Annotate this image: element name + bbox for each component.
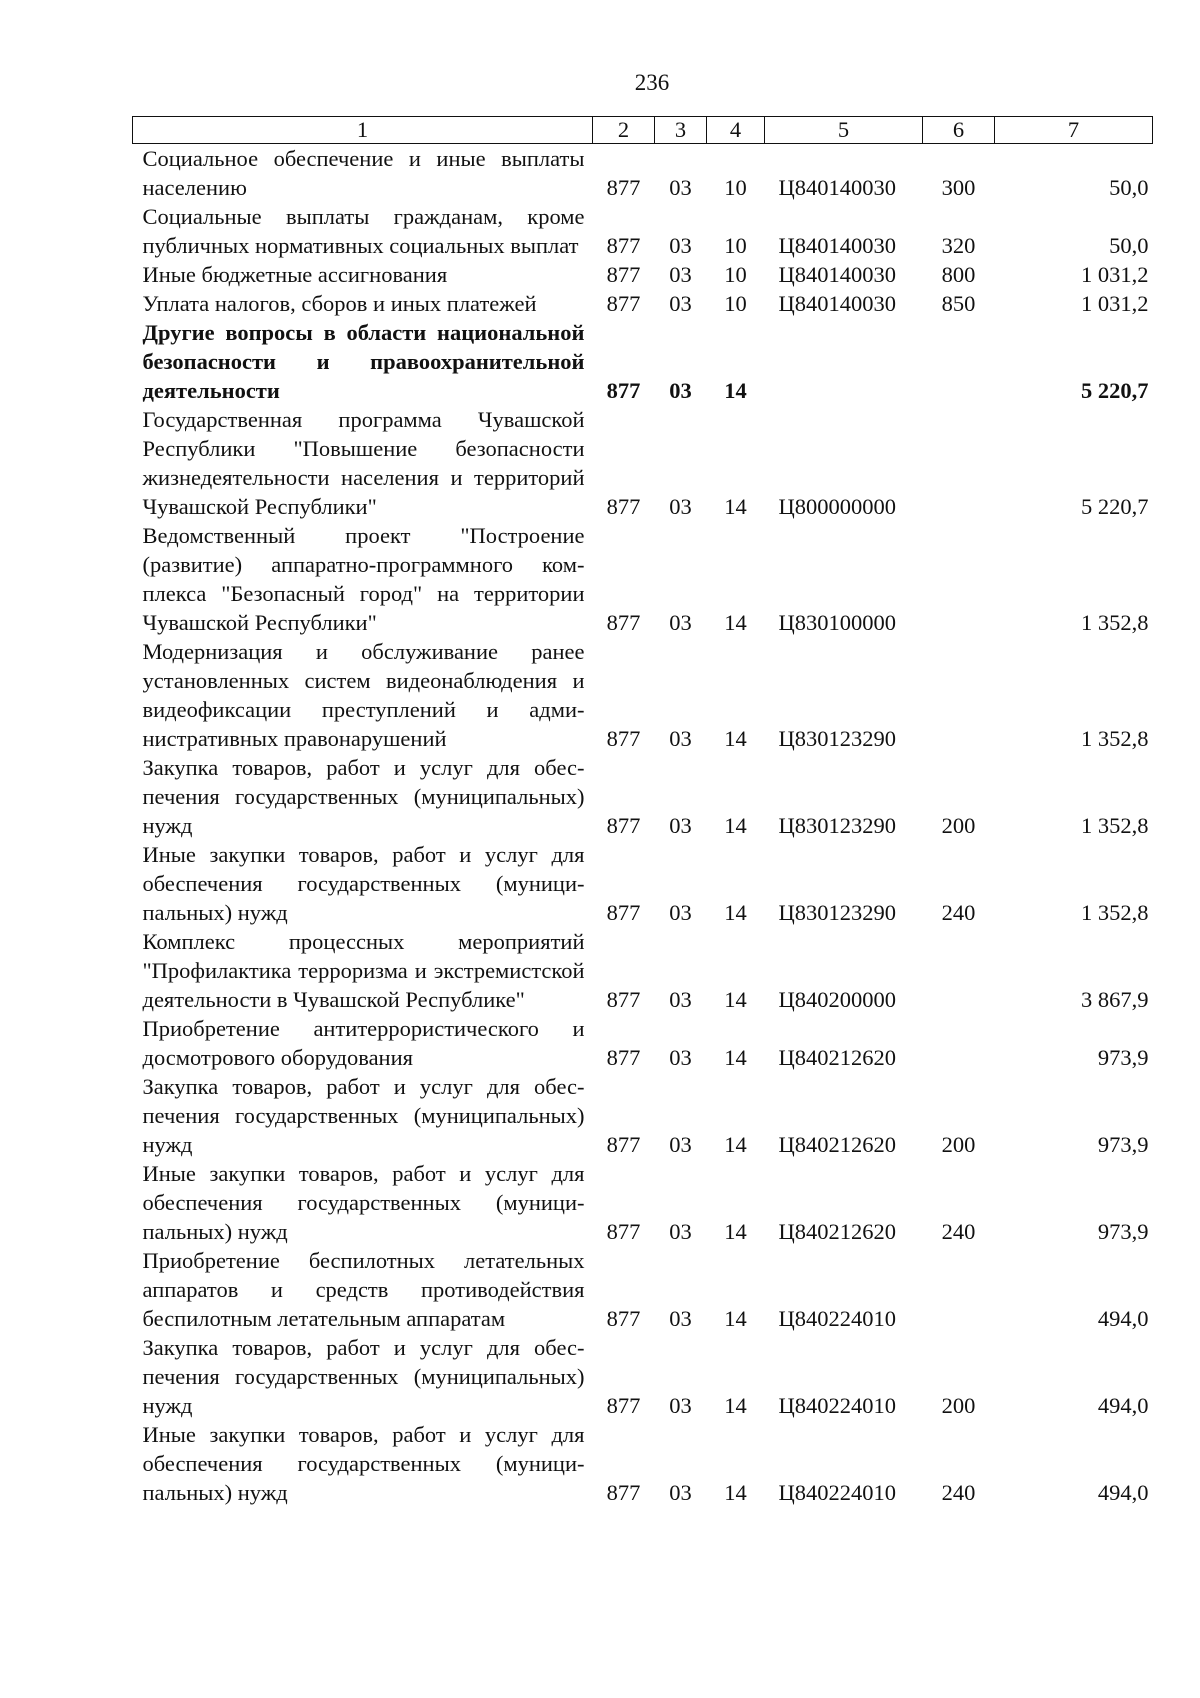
subsection-cell: 10 <box>724 233 747 258</box>
admin-code-cell: 877 <box>606 494 641 519</box>
expense-type-cell: 200 <box>941 1393 976 1418</box>
expense-type-cell <box>923 405 995 521</box>
header-row <box>133 117 1153 144</box>
target-article-cell: Ц840140030 <box>778 291 896 316</box>
expense-type-cell: 320 <box>941 233 976 258</box>
table-row <box>133 840 1153 927</box>
table-row <box>133 753 1153 840</box>
table-row <box>133 289 1153 318</box>
expense-type-cell: 200 <box>941 1132 976 1157</box>
amount-cell: 973,9 <box>1097 1132 1149 1157</box>
subsection-cell: 10 <box>724 262 747 287</box>
row-name-cell: Иные закупки товаров, работ и услуг для обеспечения государственных (муниципальных) нужд <box>142 842 585 925</box>
section-cell: 03 <box>669 291 692 316</box>
subsection-cell: 14 <box>724 726 747 751</box>
section-cell: 03 <box>669 813 692 838</box>
admin-code-cell: 877 <box>606 1306 641 1331</box>
subsection-cell: 14 <box>724 378 747 403</box>
subsection-cell: 14 <box>724 610 747 635</box>
section-cell: 03 <box>669 1045 692 1070</box>
target-article-cell <box>765 318 923 405</box>
row-name-cell: Иные закупки товаров, работ и услуг для обеспечения государственных (муниципальных) нужд <box>142 1422 585 1505</box>
target-article-cell: Ц830123290 <box>778 900 896 925</box>
target-article-cell: Ц840200000 <box>778 987 896 1012</box>
target-article-cell: Ц840212620 <box>778 1132 896 1157</box>
amount-cell: 1 031,2 <box>1081 262 1149 287</box>
subsection-cell: 10 <box>724 175 747 200</box>
section-cell: 03 <box>669 1480 692 1505</box>
admin-code-cell: 877 <box>606 900 641 925</box>
row-name-cell: Социальное обеспечение и иные выплаты населению <box>142 146 585 200</box>
section-cell: 03 <box>669 610 692 635</box>
subsection-cell: 14 <box>724 813 747 838</box>
amount-cell: 494,0 <box>1097 1393 1149 1418</box>
expense-type-cell <box>923 637 995 753</box>
target-article-cell: Ц830123290 <box>778 726 896 751</box>
header-col-3: 3 <box>655 117 707 144</box>
admin-code-cell: 877 <box>606 987 641 1012</box>
subsection-cell: 14 <box>724 1480 747 1505</box>
amount-cell: 1 031,2 <box>1081 291 1149 316</box>
admin-code-cell: 877 <box>606 1393 641 1418</box>
section-cell: 03 <box>669 1132 692 1157</box>
row-name-cell: Приобретение антитеррористического и досмотрового оборудования <box>142 1016 585 1070</box>
admin-code-cell: 877 <box>606 378 641 403</box>
admin-code-cell: 877 <box>606 726 641 751</box>
amount-cell: 5 220,7 <box>1081 494 1149 519</box>
row-name-cell: Иные бюджетные ассигнования <box>142 262 448 287</box>
admin-code-cell: 877 <box>606 610 641 635</box>
expense-type-cell: 240 <box>941 1480 976 1505</box>
row-name-cell: Модернизация и обслуживание ранее установленных систем видеонаблюдения и видеофиксации преступлений и административных правонарушений <box>142 639 585 751</box>
admin-code-cell: 877 <box>606 233 641 258</box>
row-name-cell: Социальные выплаты гражданам, кроме публичных нормативных социальных выплат <box>142 204 585 258</box>
header-col-4: 4 <box>707 117 765 144</box>
table-row <box>133 144 1153 203</box>
amount-cell: 5 220,7 <box>1081 378 1149 403</box>
row-name-cell: Другие вопросы в области национальной безопасности и правоохранительной деятельности <box>142 320 585 403</box>
expense-type-cell <box>923 521 995 637</box>
section-cell: 03 <box>669 1393 692 1418</box>
header-col-1: 1 <box>133 117 593 144</box>
amount-cell: 494,0 <box>1097 1306 1149 1331</box>
table-row <box>133 927 1153 1014</box>
subsection-cell: 14 <box>724 1393 747 1418</box>
section-cell: 03 <box>669 987 692 1012</box>
subsection-cell: 14 <box>724 1306 747 1331</box>
section-cell: 03 <box>669 900 692 925</box>
table-row <box>133 1333 1153 1420</box>
target-article-cell: Ц840224010 <box>778 1393 896 1418</box>
admin-code-cell: 877 <box>606 175 641 200</box>
target-article-cell: Ц830123290 <box>778 813 896 838</box>
section-cell: 03 <box>669 175 692 200</box>
table-row <box>133 1014 1153 1072</box>
target-article-cell: Ц840224010 <box>778 1480 896 1505</box>
section-cell: 03 <box>669 233 692 258</box>
header-col-6: 6 <box>923 117 995 144</box>
table-row <box>133 1246 1153 1333</box>
target-article-cell: Ц840140030 <box>778 262 896 287</box>
row-name-cell: Уплата налогов, сборов и иных платежей <box>142 291 537 316</box>
header-col-5: 5 <box>765 117 923 144</box>
target-article-cell: Ц840140030 <box>778 233 896 258</box>
table-row <box>133 521 1153 637</box>
row-name-cell: Приобретение беспилотных летательных аппаратов и средств противодействия беспилотным летательным аппаратам <box>142 1248 585 1331</box>
row-name-cell: Иные закупки товаров, работ и услуг для обеспечения государственных (муниципальных) нужд <box>142 1161 585 1244</box>
admin-code-cell: 877 <box>606 1219 641 1244</box>
expense-type-cell <box>923 318 995 405</box>
amount-cell: 50,0 <box>1109 233 1149 258</box>
admin-code-cell: 877 <box>606 291 641 316</box>
subsection-cell: 14 <box>724 1219 747 1244</box>
admin-code-cell: 877 <box>606 813 641 838</box>
row-name-cell: Государственная программа Чувашской Республики "Повышение безопасности жизнедеятельности населения и территорий Чувашской Республики" <box>142 407 585 519</box>
amount-cell: 494,0 <box>1097 1480 1149 1505</box>
admin-code-cell: 877 <box>606 1480 641 1505</box>
section-cell: 03 <box>669 494 692 519</box>
expense-type-cell: 850 <box>941 291 976 316</box>
row-name-cell: Закупка товаров, работ и услуг для обеспечения государственных (муниципальных) нужд <box>142 1335 585 1418</box>
subsection-cell: 14 <box>724 1132 747 1157</box>
amount-cell: 1 352,8 <box>1081 900 1149 925</box>
expense-type-cell <box>923 1246 995 1333</box>
row-name-cell: Закупка товаров, работ и услуг для обеспечения государственных (муниципальных) нужд <box>142 755 585 838</box>
amount-cell: 1 352,8 <box>1081 813 1149 838</box>
table-row <box>133 1072 1153 1159</box>
expense-type-cell <box>923 1014 995 1072</box>
target-article-cell: Ц840224010 <box>778 1306 896 1331</box>
target-article-cell: Ц800000000 <box>778 494 896 519</box>
target-article-cell: Ц840140030 <box>778 175 896 200</box>
page-number: 236 <box>634 70 670 95</box>
target-article-cell: Ц840212620 <box>778 1219 896 1244</box>
amount-cell: 50,0 <box>1109 175 1149 200</box>
admin-code-cell: 877 <box>606 1132 641 1157</box>
expense-type-cell: 200 <box>941 813 976 838</box>
header-col-2: 2 <box>593 117 655 144</box>
expense-type-cell: 240 <box>941 1219 976 1244</box>
target-article-cell: Ц830100000 <box>778 610 896 635</box>
section-cell: 03 <box>669 1219 692 1244</box>
amount-cell: 1 352,8 <box>1081 610 1149 635</box>
amount-cell: 973,9 <box>1097 1219 1149 1244</box>
section-cell: 03 <box>669 1306 692 1331</box>
row-name-cell: Ведомственный проект "Построение (развитие) аппаратно-программного комплекса "Безопасный город" на территории Чувашской Республики" <box>142 523 585 635</box>
subsection-cell: 14 <box>724 987 747 1012</box>
subsection-cell: 14 <box>724 1045 747 1070</box>
amount-cell: 1 352,8 <box>1081 726 1149 751</box>
subsection-cell: 14 <box>724 494 747 519</box>
table-row <box>133 202 1153 260</box>
table-row <box>133 1420 1153 1507</box>
expense-type-cell: 240 <box>941 900 976 925</box>
row-name-cell: Комплекс процессных мероприятий "Профилактика терроризма и экстремистской деятельности в Чувашской Республике" <box>142 929 585 1012</box>
expense-type-cell: 800 <box>941 262 976 287</box>
target-article-cell: Ц840212620 <box>778 1045 896 1070</box>
amount-cell: 973,9 <box>1097 1045 1149 1070</box>
table-row <box>133 1159 1153 1246</box>
section-cell: 03 <box>669 262 692 287</box>
header-col-7: 7 <box>995 117 1153 144</box>
expense-type-cell <box>923 927 995 1014</box>
section-cell: 03 <box>669 378 692 403</box>
expense-type-cell: 300 <box>941 175 976 200</box>
budget-table <box>132 116 1153 1507</box>
subsection-cell: 10 <box>724 291 747 316</box>
section-cell: 03 <box>669 726 692 751</box>
table-row <box>133 318 1153 405</box>
amount-cell: 3 867,9 <box>1081 987 1149 1012</box>
table-row <box>133 260 1153 289</box>
subsection-cell: 14 <box>724 900 747 925</box>
admin-code-cell: 877 <box>606 262 641 287</box>
row-name-cell: Закупка товаров, работ и услуг для обеспечения государственных (муниципальных) нужд <box>142 1074 585 1157</box>
table-row <box>133 405 1153 521</box>
table-row <box>133 637 1153 753</box>
admin-code-cell: 877 <box>606 1045 641 1070</box>
